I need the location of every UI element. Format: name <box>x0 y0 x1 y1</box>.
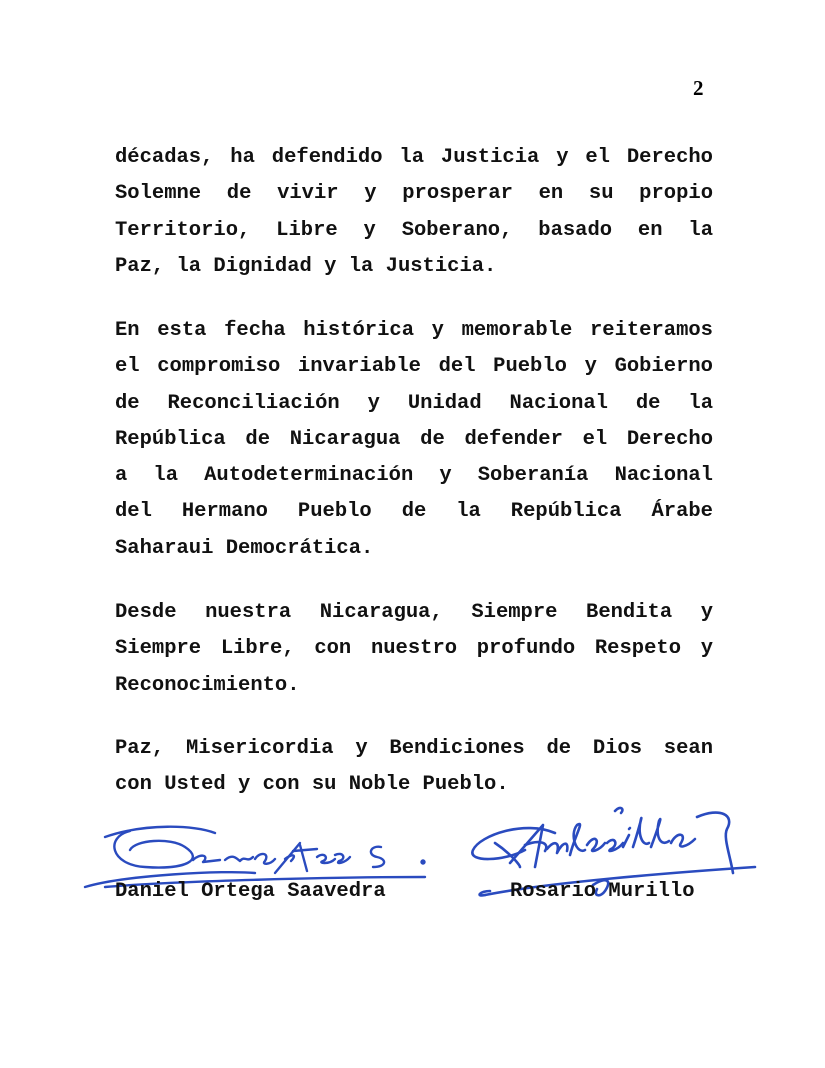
paragraph-3 <box>115 595 713 704</box>
paragraph-2 <box>115 313 713 567</box>
paragraph-4 <box>115 731 713 804</box>
text-line: Siempre Libre, con nuestro profundo Respeto y <box>115 637 713 661</box>
signatory-name: Daniel Ortega Saavedra <box>115 880 386 903</box>
signatory-name: Rosario Murillo <box>510 880 695 903</box>
text-line: En esta fecha histórica y memorable reiteramos <box>115 319 713 342</box>
text-line: el compromiso invariable del Pueblo y Gobierno <box>115 355 713 379</box>
paragraph-1 <box>115 140 713 285</box>
text-line: Solemne de vivir y prosperar en su propio <box>115 182 713 206</box>
text-line: con Usted y con su Noble Pueblo. <box>115 773 509 797</box>
text-line: Saharaui Democrática. <box>115 536 374 560</box>
text-line: a la Autodeterminación y Soberanía Nacional <box>115 464 713 488</box>
text-line: República de Nicaragua de defender el Derecho <box>115 427 713 451</box>
text-line: Reconocimiento. <box>115 673 300 697</box>
page-number: 2 <box>693 76 704 100</box>
text-line: del Hermano Pueblo de la República Árabe <box>115 500 713 524</box>
text-line: Territorio, Libre y Soberano, basado en la <box>115 218 713 242</box>
text-line: Paz, Misericordia y Bendiciones de Dios sean <box>115 737 713 760</box>
text-line: décadas, ha defendido la Justicia y el Derecho <box>115 146 713 169</box>
text-line: Paz, la Dignidad y la Justicia. <box>115 254 497 278</box>
signature-daniel-ortega-icon <box>85 815 445 890</box>
text-line: de Reconciliación y Unidad Nacional de la <box>115 391 713 415</box>
text-line: Desde nuestra Nicaragua, Siempre Bendita y <box>115 601 713 624</box>
